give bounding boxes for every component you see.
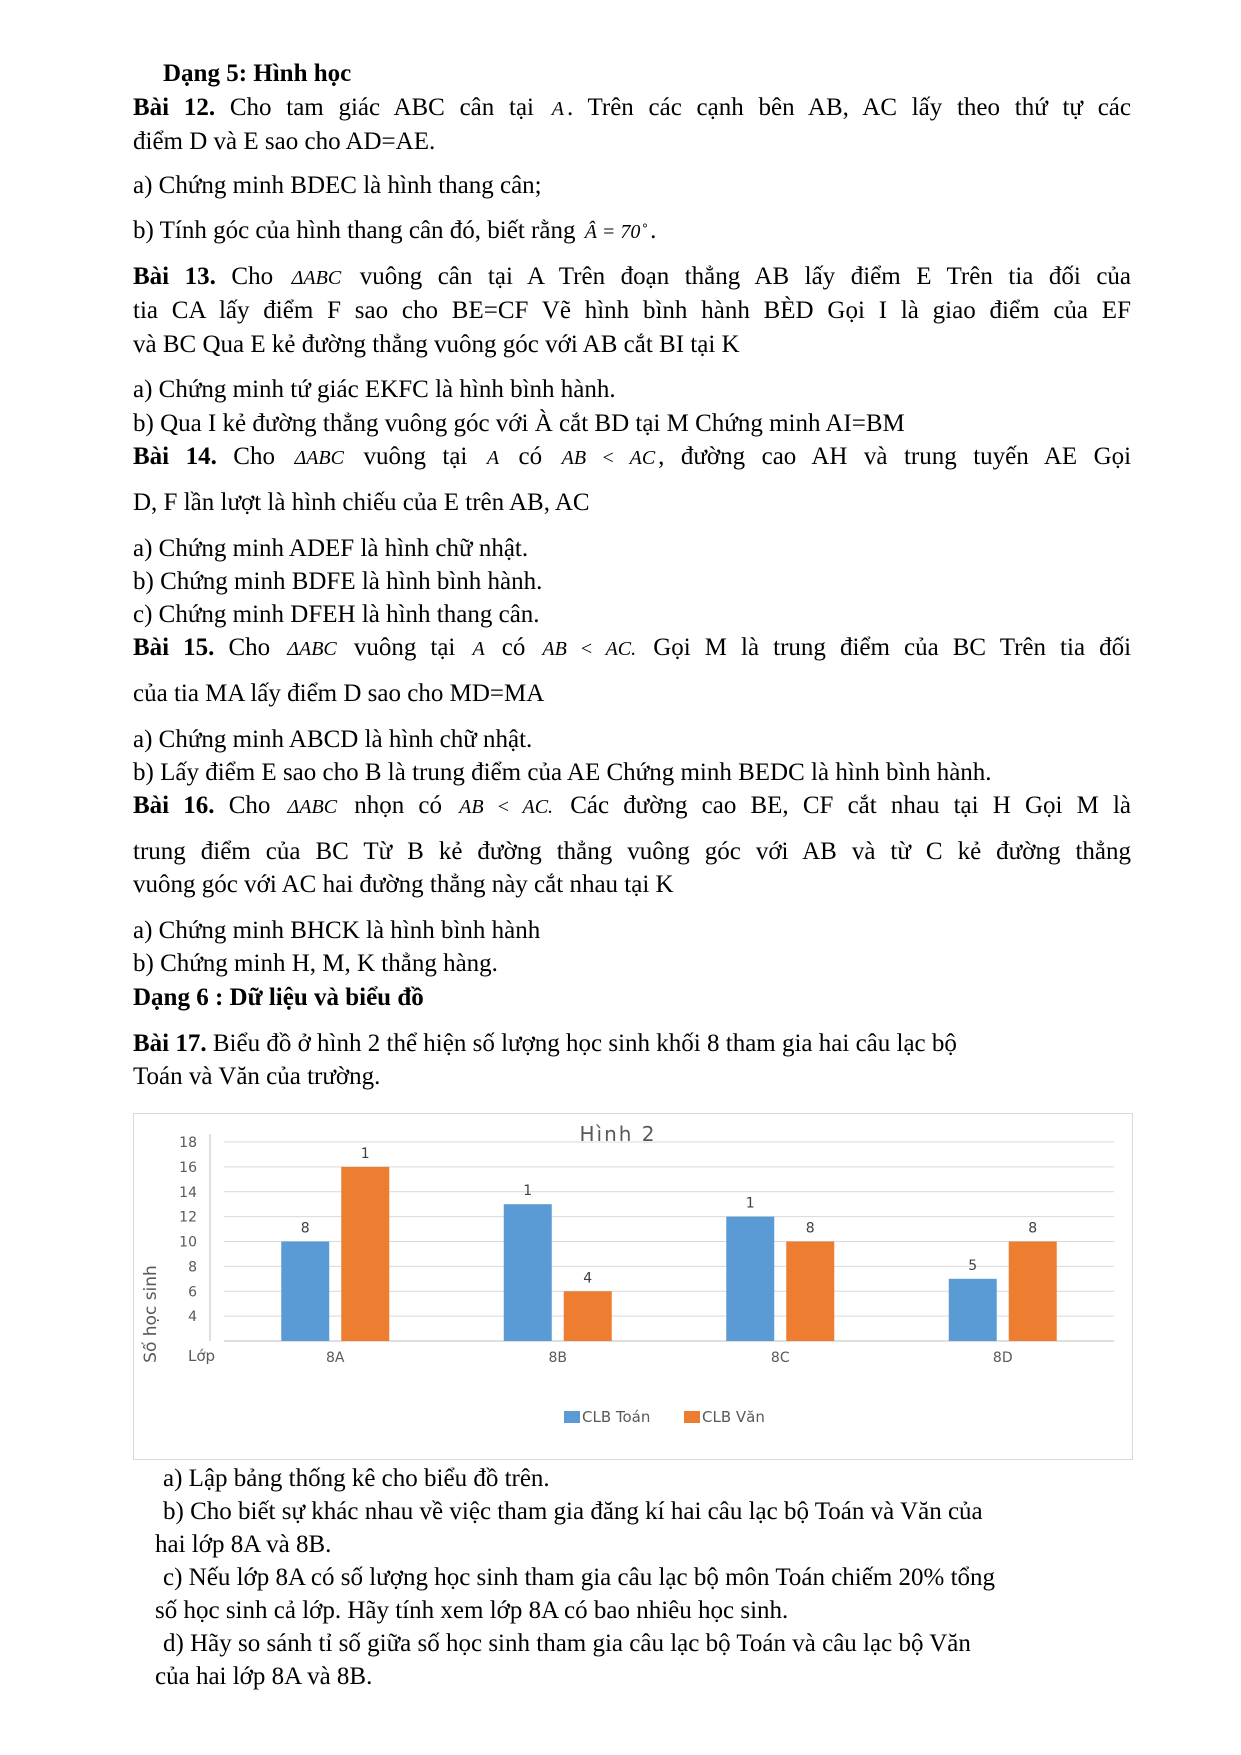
- chart-y-tick-label: 4: [188, 1309, 197, 1326]
- b17-part-c-line1: c) Nếu lớp 8A có số lượng học sinh tham gia câu lạc bộ môn Toán chiếm 20% tổng: [163, 1564, 996, 1591]
- chart-data-label: 1: [745, 1195, 755, 1212]
- chart-data-label: 8: [805, 1220, 815, 1237]
- b14-text: có: [518, 443, 543, 470]
- chart-bar: [1009, 1242, 1057, 1342]
- b13-part-b: b) Qua I kẻ đường thẳng vuông góc với À cắt BD tại M Chứng minh AI=BM: [133, 410, 905, 437]
- b17-label: Bài 17.: [133, 1030, 207, 1057]
- b12-line1: [133, 92, 1131, 125]
- b13-line1: [133, 261, 1131, 294]
- chart-legend-label: CLB Văn: [702, 1408, 765, 1426]
- b16-text: Các đường cao BE, CF cắt nhau tại H Gọi M là: [570, 792, 1132, 819]
- chart-y-tick-label: 8: [188, 1259, 197, 1276]
- chart-bar: [564, 1291, 612, 1341]
- b14-line2: D, F lần lượt là hình chiếu của E trên AB, AC: [133, 489, 590, 516]
- chart-bar: [786, 1242, 834, 1342]
- b15-text: Gọi M là trung điểm của BC Trên tia đối: [653, 634, 1132, 661]
- b15-text: có: [501, 634, 526, 661]
- chart-legend-label: CLB Toán: [582, 1408, 651, 1426]
- b12-math: A: [551, 98, 564, 120]
- b13-line2: tia CA lấy điểm F sao cho BE=CF Vẽ hình bình hành BÈD Gọi I là giao điểm của EF: [133, 297, 1131, 324]
- chart-data-label: 1: [523, 1183, 533, 1200]
- b12-b-math: Â = 70˚: [584, 221, 648, 243]
- chart-data-label: 4: [583, 1270, 593, 1287]
- b13-text: Cho: [231, 263, 274, 290]
- b17-part-b-line1: b) Cho biết sự khác nhau về việc tham gia đăng kí hai câu lạc bộ Toán và Văn của: [163, 1498, 983, 1525]
- b17-line1: [133, 1028, 957, 1060]
- chart-data-label: 5: [968, 1257, 978, 1274]
- b17-line2: Toán và Văn của trường.: [133, 1063, 381, 1090]
- b15-part-b: b) Lấy điểm E sao cho B là trung điểm của AE Chứng minh BEDC là hình bình hành.: [133, 759, 992, 786]
- b15-math: AB < AC.: [542, 638, 637, 660]
- chart-y-tick-label: 18: [179, 1135, 197, 1151]
- b17-part-d-line2: của hai lớp 8A và 8B.: [155, 1663, 373, 1690]
- b17-text: Biểu đồ ở hình 2 thể hiện số lượng học sinh khối 8 tham gia hai câu lạc bộ: [212, 1030, 957, 1057]
- b14-math: A: [486, 447, 500, 469]
- chart-y-tick-label: 16: [179, 1159, 197, 1176]
- b12-line2: điểm D và E sao cho AD=AE.: [133, 128, 436, 155]
- b16-line2: trung điểm của BC Từ B kẻ đường thẳng vuông góc với AB và từ C kẻ đường thẳng: [133, 838, 1131, 865]
- b16-part-a: a) Chứng minh BHCK là hình bình hành: [133, 917, 541, 944]
- b16-math: ΔABC: [287, 796, 338, 818]
- chart-y-tick-label: 14: [179, 1184, 197, 1201]
- chart-data-label: 1: [360, 1145, 370, 1162]
- b15-line2: của tia MA lấy điểm D sao cho MD=MA: [133, 680, 545, 707]
- b14-part-b: b) Chứng minh BDFE là hình bình hành.: [133, 568, 543, 595]
- chart-svg: [134, 1114, 1132, 1459]
- b17-part-b-line2: hai lớp 8A và 8B.: [155, 1531, 332, 1558]
- b15-label: Bài 15.: [133, 634, 215, 661]
- chart-hinh-2: [133, 1113, 1133, 1460]
- b13-part-a: a) Chứng minh tứ giác EKFC là hình bình hành.: [133, 376, 616, 403]
- b12-text: Cho tam giác ABC cân tại: [229, 94, 535, 121]
- b16-line3: vuông góc với AC hai đường thẳng này cắt nhau tại K: [133, 871, 674, 898]
- b15-line1: [133, 632, 1131, 665]
- b12-part-a: a) Chứng minh BDEC là hình thang cân;: [133, 172, 542, 199]
- b16-text: Cho: [228, 792, 271, 819]
- b15-text: Cho: [228, 634, 271, 661]
- b14-label: Bài 14.: [133, 443, 217, 470]
- chart-data-label: 8: [1028, 1220, 1038, 1237]
- b14-line1: [133, 441, 1131, 474]
- b17-part-c-line2: số học sinh cả lớp. Hãy tính xem lớp 8A có bao nhiêu học sinh.: [155, 1597, 789, 1624]
- chart-y-axis-label: Số học sinh: [141, 1265, 161, 1363]
- b14-math: AB < AC: [561, 447, 656, 469]
- b12-b-text: b) Tính góc của hình thang cân đó, biết rằng: [133, 217, 576, 244]
- chart-bar: [504, 1204, 552, 1341]
- chart-x-tick-label: 8A: [326, 1350, 345, 1366]
- b14-math: ΔABC: [294, 447, 344, 469]
- chart-y-tick-label: 12: [179, 1209, 197, 1226]
- b13-text: vuông cân tại A Trên đoạn thẳng AB lấy điểm E Trên tia đối của: [359, 263, 1132, 290]
- b13-math: ΔABC: [291, 267, 342, 289]
- b14-text: vuông tại: [363, 443, 468, 470]
- chart-x-tick-label: 8C: [770, 1350, 790, 1366]
- b12-b-end: .: [650, 217, 657, 244]
- b17-part-d-line1: d) Hãy so sánh tỉ số giữa số học sinh tham gia câu lạc bộ Toán và câu lạc bộ Văn: [163, 1630, 971, 1657]
- chart-x-axis-label: Lớp: [188, 1347, 216, 1365]
- chart-x-tick-label: 8D: [992, 1350, 1013, 1366]
- b15-math: ΔABC: [287, 638, 337, 660]
- chart-bar: [949, 1279, 997, 1341]
- chart-legend-swatch: [564, 1411, 580, 1423]
- b16-text: nhọn có: [354, 792, 442, 819]
- section-6-heading: Dạng 6 : Dữ liệu và biểu đồ: [133, 984, 424, 1011]
- b16-part-b: b) Chứng minh H, M, K thẳng hàng.: [133, 950, 498, 977]
- b13-label: Bài 13.: [133, 263, 216, 290]
- b15-math: A: [472, 638, 485, 660]
- b15-text: vuông tại: [353, 634, 456, 661]
- chart-bar: [726, 1217, 774, 1341]
- b14-part-c: c) Chứng minh DFEH là hình thang cân.: [133, 601, 540, 628]
- b16-line1: [133, 790, 1131, 823]
- b16-label: Bài 16.: [133, 792, 215, 819]
- b14-text: Cho: [233, 443, 275, 470]
- chart-x-tick-label: 8B: [548, 1350, 568, 1366]
- chart-data-label: 8: [300, 1220, 310, 1237]
- section-5-heading: Dạng 5: Hình học: [163, 60, 352, 87]
- chart-bar: [341, 1167, 389, 1341]
- chart-y-tick-label: 10: [179, 1234, 197, 1251]
- chart-legend-swatch: [684, 1411, 700, 1423]
- b13-line3: và BC Qua E kẻ đường thẳng vuông góc với AB cắt BI tại K: [133, 331, 740, 358]
- b14-part-a: a) Chứng minh ADEF là hình chữ nhật.: [133, 535, 529, 562]
- b14-text: , đường cao AH và trung tuyến AE Gọi: [658, 443, 1132, 470]
- b12-text: . Trên các cạnh bên AB, AC lấy theo thứ tự các: [566, 94, 1132, 121]
- chart-y-tick-label: 6: [188, 1284, 197, 1301]
- b17-part-a: a) Lập bảng thống kê cho biểu đồ trên.: [163, 1465, 550, 1492]
- b12-part-b: [133, 215, 656, 248]
- chart-bar: [281, 1242, 329, 1342]
- b16-math: AB < AC.: [459, 796, 554, 818]
- chart-title: Hình 2: [579, 1122, 657, 1146]
- chart-legend: [564, 1408, 765, 1426]
- b12-label: Bài 12.: [133, 94, 216, 121]
- b15-part-a: a) Chứng minh ABCD là hình chữ nhật.: [133, 726, 533, 753]
